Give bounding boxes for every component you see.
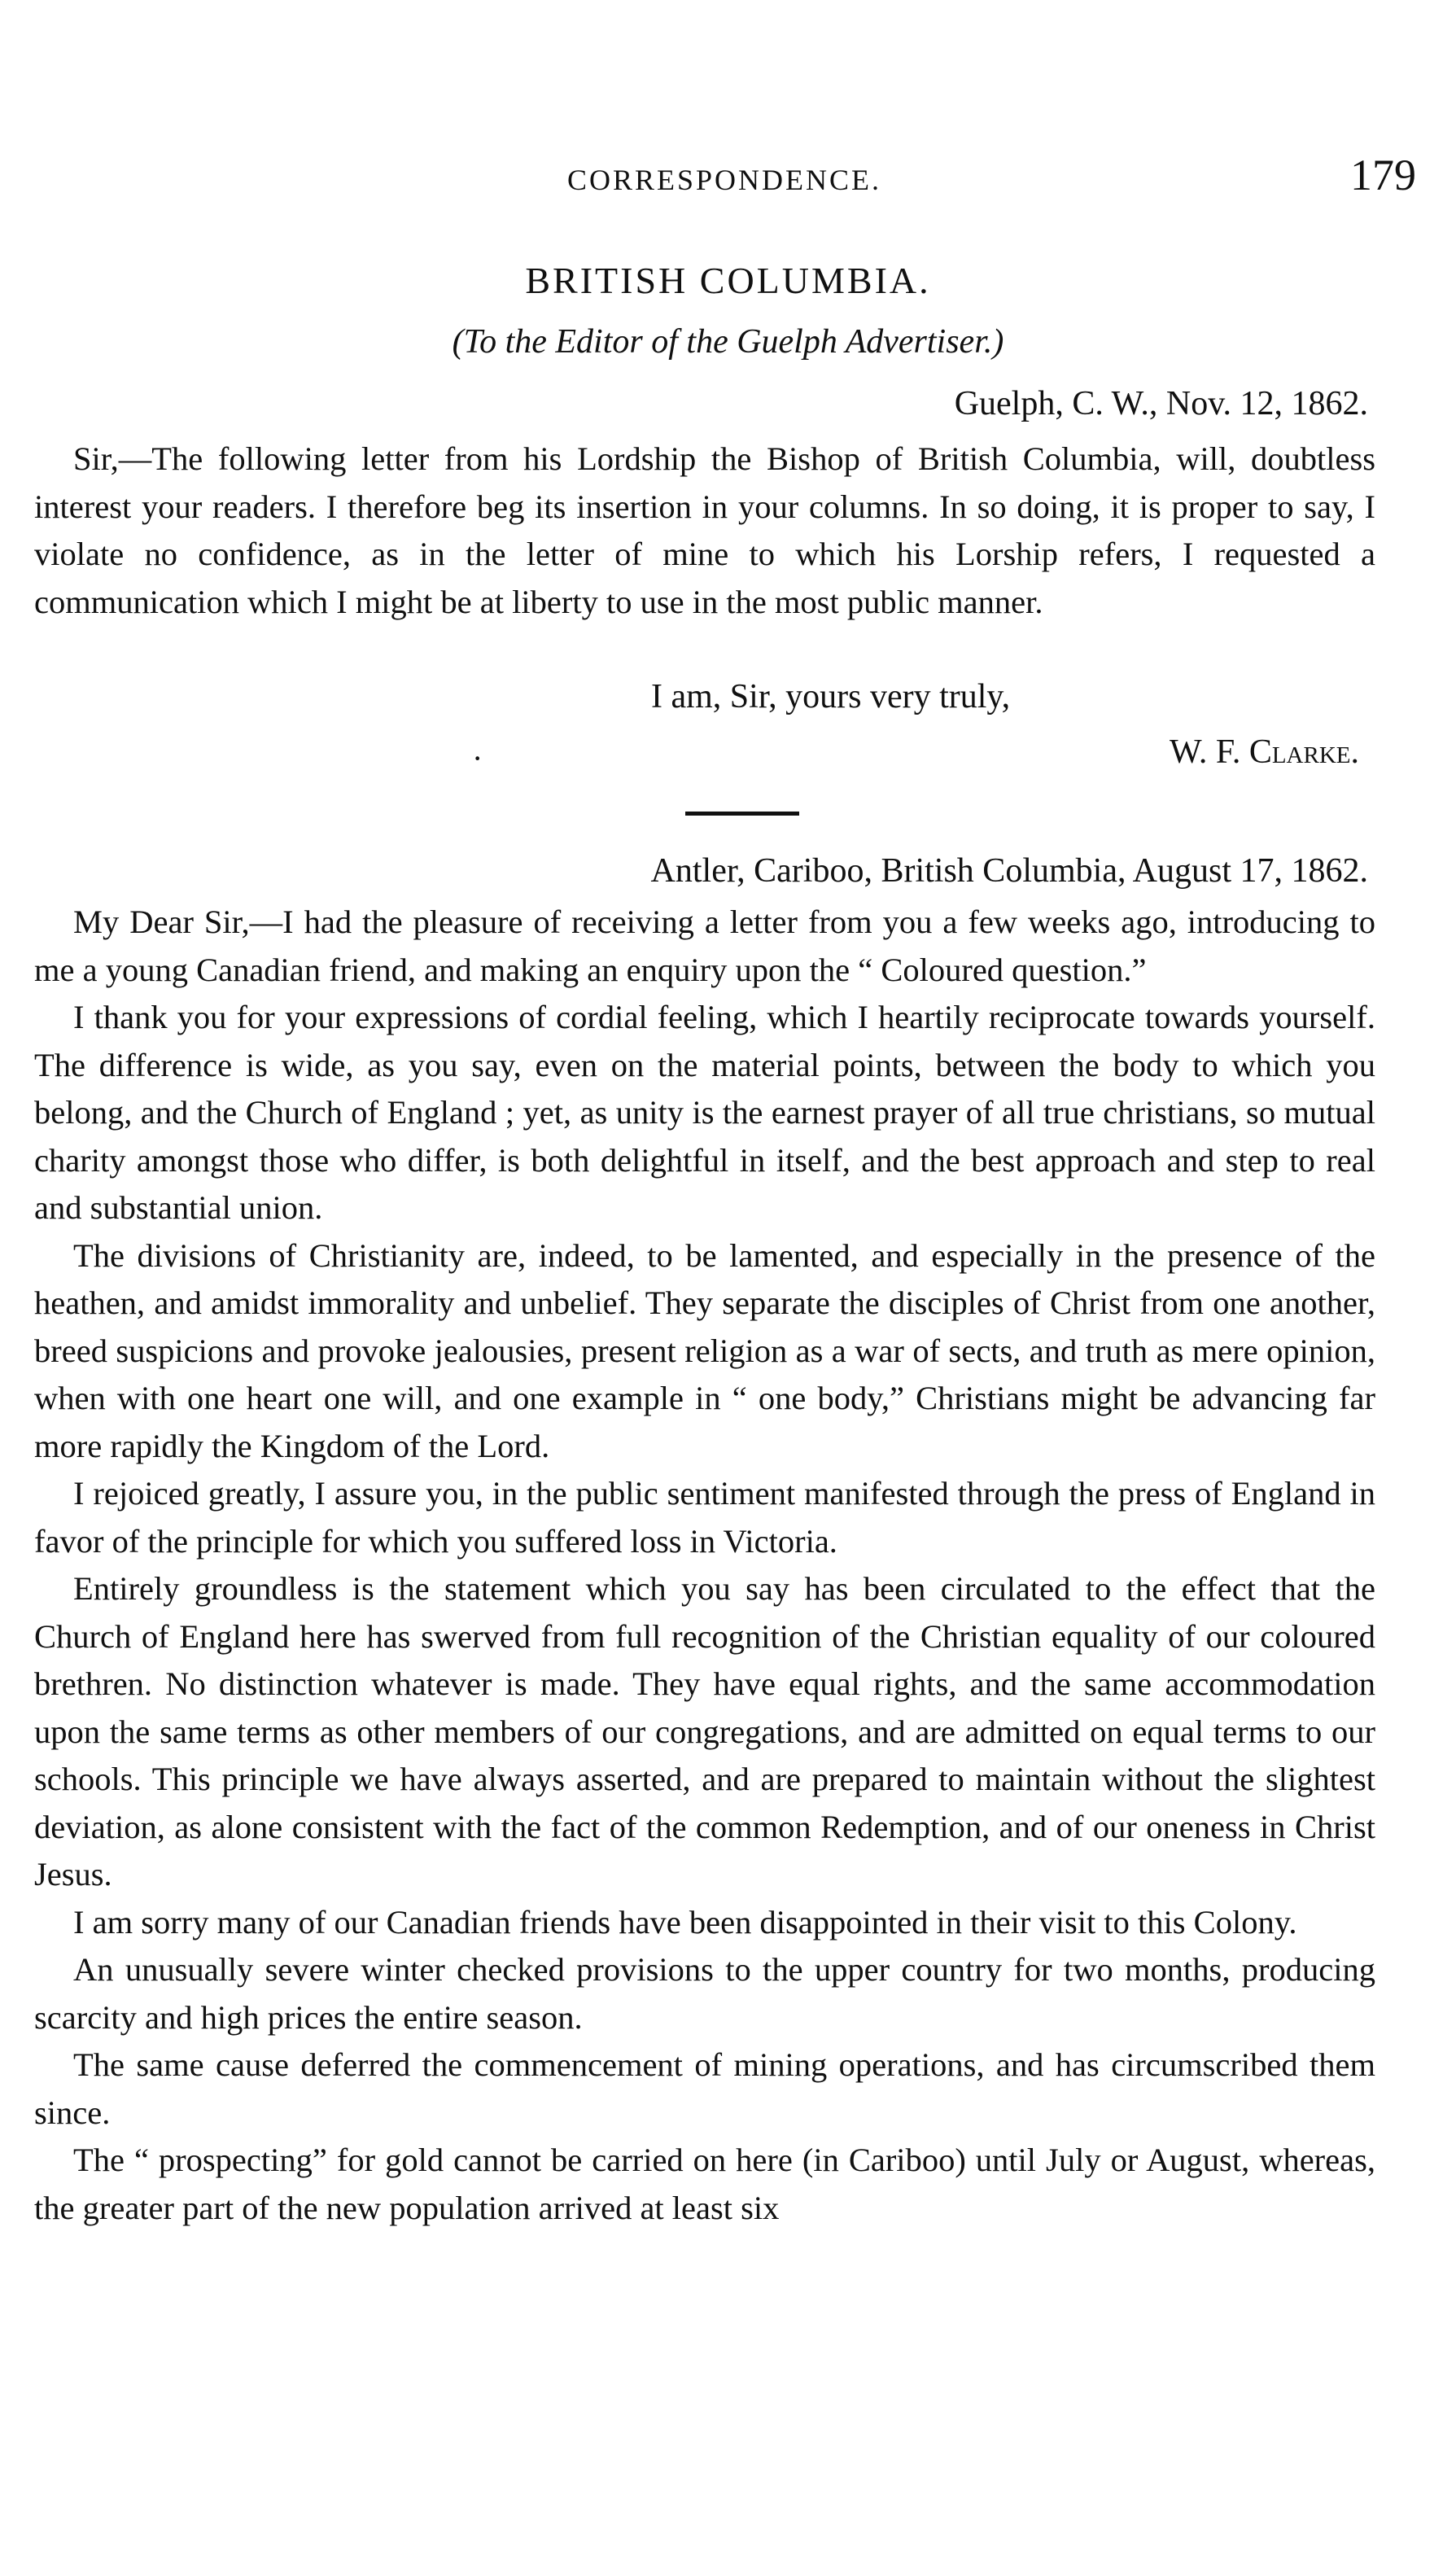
letter-paragraph: The divisions of Christianity are, indeed, to be lamented, and especially in the presence of the heathen, and amidst immorality and unbelief. They separate the disciples of Christ from one another, breed suspicions and provoke jealousies, present religion as a war of sects, and truth as mere opinion, when with one heart one will, and one example in “ one body,” Christians might be advancing far more rapidly the Kingdom of the Lord. <box>34 1236 1375 1464</box>
stray-dot: · <box>472 740 483 777</box>
letter-paragraph: I am sorry many of our Canadian friends have been disappointed in their visit to this Colony. <box>73 1903 1297 1941</box>
signature-line <box>472 733 1359 781</box>
letter-paragraph: I rejoiced greatly, I assure you, in the public sentiment manifested through the press of England in favor of the principle for which you suffered loss in Victoria. <box>34 1475 1375 1560</box>
section-subtitle: (To the Editor of the Guelph Advertiser.) <box>452 323 1004 361</box>
running-title: CORRESPONDENCE. <box>566 164 882 196</box>
cover-letter-paragraph: Sir,—The following letter from his Lordship the Bishop of British Columbia, will, doubtless interest your readers. I therefore beg its insertion in your columns. In so doing, it is proper to say, I violate no confidence, as in the letter of mine to which his Lorship refers, I requested a communication which I might be at liberty to use in the most public manner. <box>34 440 1375 620</box>
letter-paragraph: Entirely groundless is the statement which you say has been circulated to the effect that the Church of England here has swerved from full recognition of the Christian equality of our coloured brethren. No distinction whatever is made. They have equal rights, and the same accommodation upon the same terms as other members of our congregations, and are admitted on equal terms to our schools. This principle we have always asserted, and are prepared to maintain without the slightest deviation, as alone consistent with the fact of the common Redemption, and of our oneness in Christ Jesus. <box>34 1570 1375 1892</box>
letter-paragraph: The same cause deferred the commencement of mining operations, and has circumscribed them since. <box>34 2046 1375 2131</box>
cover-letter-dateline: Guelph, C. W., Nov. 12, 1862. <box>954 385 1368 422</box>
signature <box>1170 733 1359 772</box>
letter-paragraph: I thank you for your expressions of cordial feeling, which I heartily reciprocate towards yourself. The difference is wide, as you say, even on the material points, between the body to which you belong, and the Church of England ; yet, as unity is the earnest prayer of all true christians, so mutual charity amongst those who differ, is both delightful in itself, and the best approach and step to real and substantial union. <box>34 999 1375 1226</box>
letter-paragraph: The “ prospecting” for gold cannot be carried on here (in Cariboo) until July or August, whereas, the greater part of the new population arrived at least six <box>34 2142 1375 2226</box>
page-number: 179 <box>1350 151 1416 199</box>
letter-paragraph: My Dear Sir,—I had the pleasure of receiving a letter from you a few weeks ago, introducing to me a young Canadian friend, and making an enquiry upon the “ Coloured question.” <box>34 904 1375 988</box>
running-head <box>33 145 1416 218</box>
letter-paragraph: An unusually severe winter checked provisions to the upper country for two months, producing scarcity and high prices the entire season. <box>34 1951 1375 2036</box>
cover-letter-closing: I am, Sir, yours very truly, <box>651 678 1011 715</box>
section-divider <box>685 812 799 816</box>
cover-letter-body <box>34 435 1375 626</box>
signature-name: W. F. Clarke. <box>1170 733 1359 771</box>
letter-body <box>34 899 1375 2232</box>
section-title: BRITISH COLUMBIA. <box>525 260 931 301</box>
letter-dateline: Antler, Cariboo, British Columbia, August 17, 1862. <box>650 852 1368 890</box>
